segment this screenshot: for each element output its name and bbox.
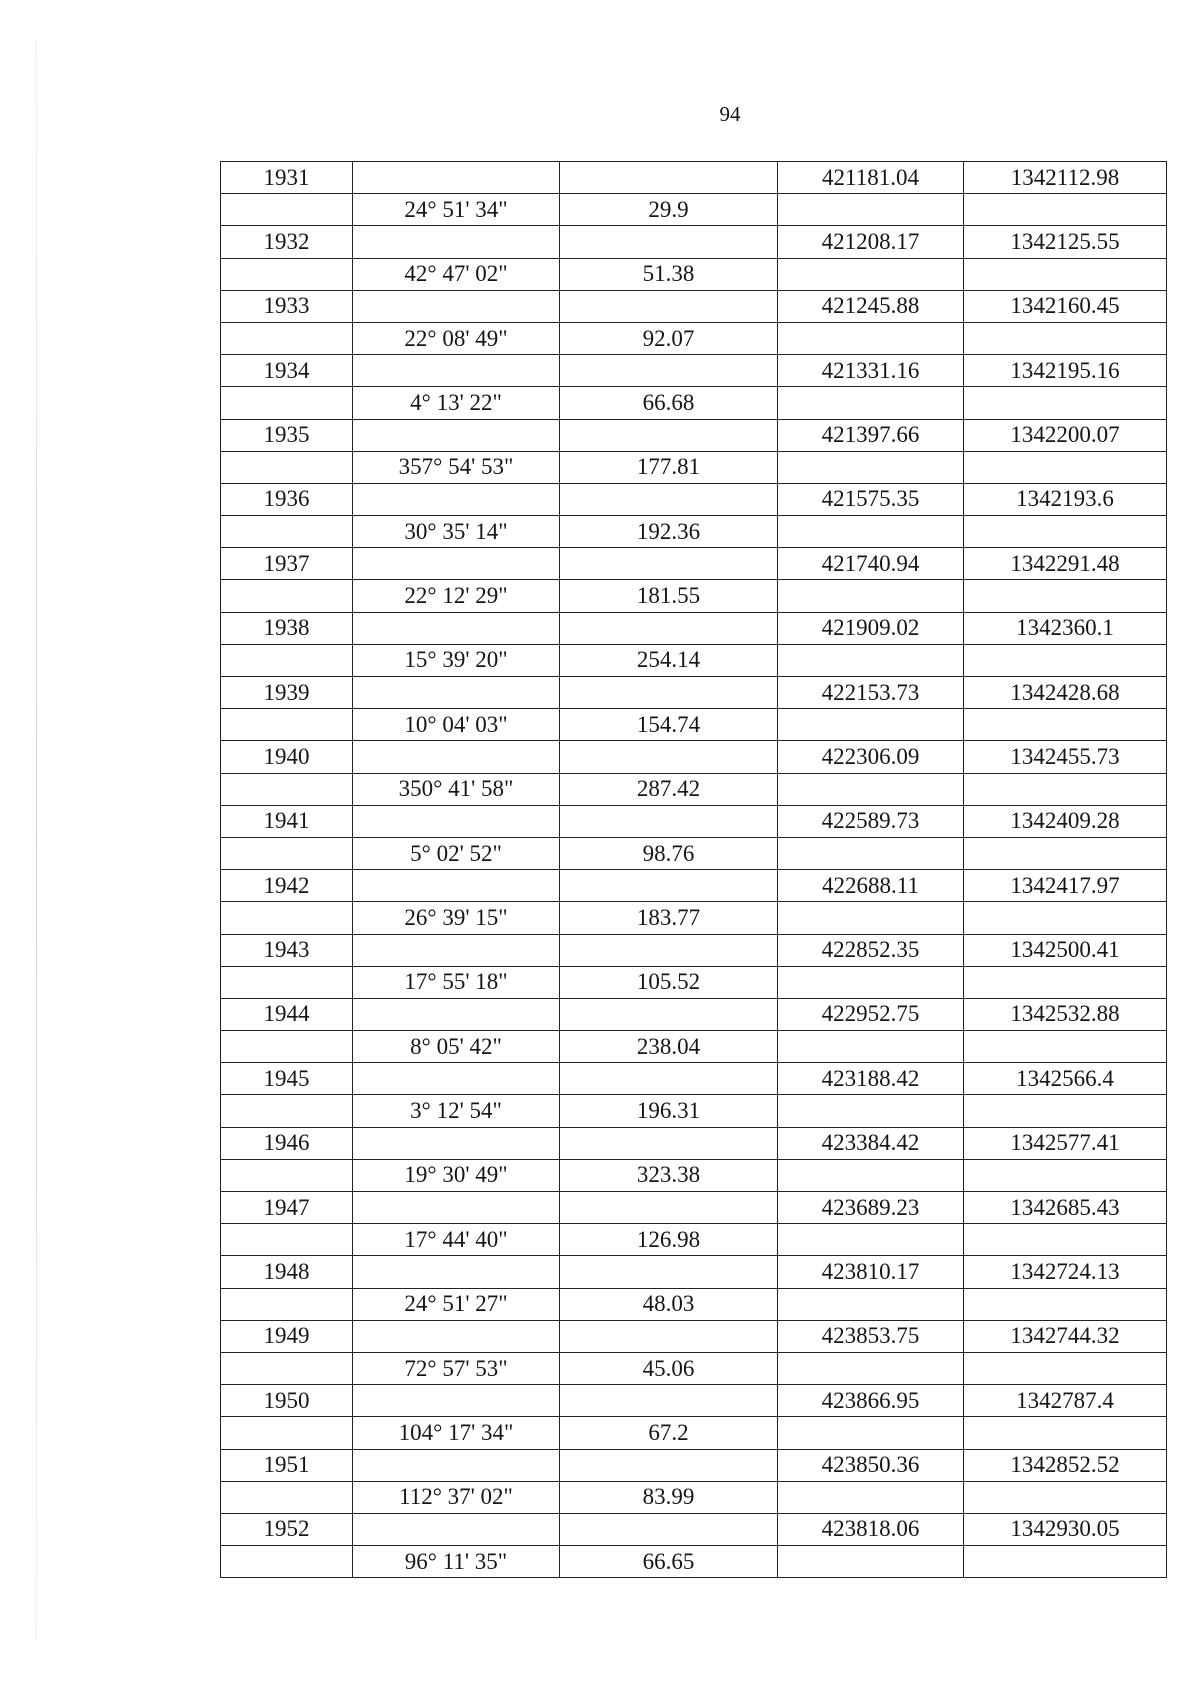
empty-cell bbox=[778, 902, 964, 934]
northing-cell: 423810.17 bbox=[778, 1256, 964, 1288]
bearing-cell: 10° 04' 03" bbox=[353, 709, 560, 741]
table-row-leg bbox=[221, 387, 1167, 419]
distance-cell: 51.38 bbox=[560, 258, 778, 290]
distance-cell: 67.2 bbox=[560, 1417, 778, 1449]
point-id-cell: 1941 bbox=[221, 805, 353, 837]
northing-cell: 422952.75 bbox=[778, 998, 964, 1030]
distance-cell: 66.65 bbox=[560, 1546, 778, 1578]
empty-cell bbox=[221, 709, 353, 741]
easting-cell: 1342417.97 bbox=[964, 870, 1167, 902]
empty-cell bbox=[560, 483, 778, 515]
table-row-point bbox=[221, 419, 1167, 451]
coordinate-table bbox=[220, 161, 1167, 1578]
point-id-cell: 1952 bbox=[221, 1513, 353, 1545]
point-id-cell: 1947 bbox=[221, 1192, 353, 1224]
empty-cell bbox=[221, 322, 353, 354]
empty-cell bbox=[221, 1417, 353, 1449]
empty-cell bbox=[221, 1031, 353, 1063]
empty-cell bbox=[964, 322, 1167, 354]
distance-cell: 192.36 bbox=[560, 516, 778, 548]
bearing-cell: 3° 12' 54" bbox=[353, 1095, 560, 1127]
empty-cell bbox=[778, 322, 964, 354]
empty-cell bbox=[221, 1224, 353, 1256]
table-body bbox=[221, 162, 1167, 1578]
northing-cell: 421397.66 bbox=[778, 419, 964, 451]
point-id-cell: 1934 bbox=[221, 355, 353, 387]
empty-cell bbox=[353, 419, 560, 451]
distance-cell: 183.77 bbox=[560, 902, 778, 934]
empty-cell bbox=[560, 1513, 778, 1545]
empty-cell bbox=[353, 1127, 560, 1159]
empty-cell bbox=[353, 290, 560, 322]
easting-cell: 1342200.07 bbox=[964, 419, 1167, 451]
point-id-cell: 1933 bbox=[221, 290, 353, 322]
empty-cell bbox=[353, 934, 560, 966]
point-id-cell: 1931 bbox=[221, 162, 353, 194]
empty-cell bbox=[221, 773, 353, 805]
empty-cell bbox=[353, 1192, 560, 1224]
table-row-leg bbox=[221, 258, 1167, 290]
empty-cell bbox=[353, 612, 560, 644]
empty-cell bbox=[964, 773, 1167, 805]
point-id-cell: 1936 bbox=[221, 483, 353, 515]
point-id-cell: 1948 bbox=[221, 1256, 353, 1288]
table-row-point bbox=[221, 1192, 1167, 1224]
easting-cell: 1342428.68 bbox=[964, 677, 1167, 709]
empty-cell bbox=[221, 902, 353, 934]
table-row-point bbox=[221, 355, 1167, 387]
point-id-cell: 1950 bbox=[221, 1385, 353, 1417]
empty-cell bbox=[778, 644, 964, 676]
table-row-leg bbox=[221, 966, 1167, 998]
table-row-leg bbox=[221, 1224, 1167, 1256]
easting-cell: 1342577.41 bbox=[964, 1127, 1167, 1159]
distance-cell: 154.74 bbox=[560, 709, 778, 741]
empty-cell bbox=[560, 677, 778, 709]
empty-cell bbox=[353, 162, 560, 194]
table-row-point bbox=[221, 290, 1167, 322]
empty-cell bbox=[353, 1385, 560, 1417]
empty-cell bbox=[964, 1417, 1167, 1449]
empty-cell bbox=[964, 387, 1167, 419]
empty-cell bbox=[778, 773, 964, 805]
empty-cell bbox=[560, 1127, 778, 1159]
empty-cell bbox=[778, 966, 964, 998]
empty-cell bbox=[221, 580, 353, 612]
empty-cell bbox=[560, 226, 778, 258]
table-row-point bbox=[221, 1513, 1167, 1545]
easting-cell: 1342685.43 bbox=[964, 1192, 1167, 1224]
empty-cell bbox=[221, 1095, 353, 1127]
bearing-cell: 30° 35' 14" bbox=[353, 516, 560, 548]
empty-cell bbox=[964, 1159, 1167, 1191]
table-row-leg bbox=[221, 1352, 1167, 1384]
page-number: 94 bbox=[719, 102, 741, 126]
bearing-cell: 4° 13' 22" bbox=[353, 387, 560, 419]
easting-cell: 1342787.4 bbox=[964, 1385, 1167, 1417]
bearing-cell: 22° 08' 49" bbox=[353, 322, 560, 354]
empty-cell bbox=[221, 1481, 353, 1513]
empty-cell bbox=[353, 548, 560, 580]
northing-cell: 421331.16 bbox=[778, 355, 964, 387]
empty-cell bbox=[353, 1449, 560, 1481]
easting-cell: 1342852.52 bbox=[964, 1449, 1167, 1481]
empty-cell bbox=[778, 1095, 964, 1127]
table-row-point bbox=[221, 998, 1167, 1030]
table-row-leg bbox=[221, 194, 1167, 226]
distance-cell: 181.55 bbox=[560, 580, 778, 612]
empty-cell bbox=[221, 1352, 353, 1384]
empty-cell bbox=[353, 1513, 560, 1545]
northing-cell: 423853.75 bbox=[778, 1320, 964, 1352]
bearing-cell: 112° 37' 02" bbox=[353, 1481, 560, 1513]
easting-cell: 1342193.6 bbox=[964, 483, 1167, 515]
empty-cell bbox=[560, 419, 778, 451]
empty-cell bbox=[964, 1224, 1167, 1256]
point-id-cell: 1938 bbox=[221, 612, 353, 644]
table-row-leg bbox=[221, 1546, 1167, 1578]
empty-cell bbox=[353, 1320, 560, 1352]
empty-cell bbox=[778, 387, 964, 419]
empty-cell bbox=[778, 1159, 964, 1191]
empty-cell bbox=[964, 902, 1167, 934]
northing-cell: 421245.88 bbox=[778, 290, 964, 322]
distance-cell: 98.76 bbox=[560, 837, 778, 869]
empty-cell bbox=[778, 1031, 964, 1063]
northing-cell: 423866.95 bbox=[778, 1385, 964, 1417]
empty-cell bbox=[560, 612, 778, 644]
table-row-leg bbox=[221, 1095, 1167, 1127]
table-row-leg bbox=[221, 1417, 1167, 1449]
table-row-point bbox=[221, 1320, 1167, 1352]
table-row-point bbox=[221, 483, 1167, 515]
empty-cell bbox=[221, 966, 353, 998]
northing-cell: 423850.36 bbox=[778, 1449, 964, 1481]
point-id-cell: 1951 bbox=[221, 1449, 353, 1481]
easting-cell: 1342500.41 bbox=[964, 934, 1167, 966]
easting-cell: 1342566.4 bbox=[964, 1063, 1167, 1095]
empty-cell bbox=[221, 194, 353, 226]
empty-cell bbox=[778, 451, 964, 483]
bearing-cell: 22° 12' 29" bbox=[353, 580, 560, 612]
easting-cell: 1342112.98 bbox=[964, 162, 1167, 194]
table-row-leg bbox=[221, 1031, 1167, 1063]
bearing-cell: 96° 11' 35" bbox=[353, 1546, 560, 1578]
empty-cell bbox=[778, 709, 964, 741]
northing-cell: 423188.42 bbox=[778, 1063, 964, 1095]
scan-edge-artifact bbox=[36, 40, 37, 1640]
empty-cell bbox=[964, 1095, 1167, 1127]
bearing-cell: 5° 02' 52" bbox=[353, 837, 560, 869]
table-row-leg bbox=[221, 902, 1167, 934]
easting-cell: 1342532.88 bbox=[964, 998, 1167, 1030]
empty-cell bbox=[964, 580, 1167, 612]
empty-cell bbox=[560, 162, 778, 194]
point-id-cell: 1937 bbox=[221, 548, 353, 580]
empty-cell bbox=[778, 1417, 964, 1449]
table-row-leg bbox=[221, 580, 1167, 612]
easting-cell: 1342125.55 bbox=[964, 226, 1167, 258]
empty-cell bbox=[221, 1159, 353, 1191]
empty-cell bbox=[560, 1063, 778, 1095]
distance-cell: 45.06 bbox=[560, 1352, 778, 1384]
table-row-point bbox=[221, 226, 1167, 258]
empty-cell bbox=[778, 1352, 964, 1384]
empty-cell bbox=[964, 451, 1167, 483]
empty-cell bbox=[560, 1385, 778, 1417]
empty-cell bbox=[221, 516, 353, 548]
empty-cell bbox=[560, 355, 778, 387]
empty-cell bbox=[353, 677, 560, 709]
empty-cell bbox=[964, 1481, 1167, 1513]
empty-cell bbox=[221, 837, 353, 869]
empty-cell bbox=[778, 1481, 964, 1513]
empty-cell bbox=[560, 998, 778, 1030]
empty-cell bbox=[560, 1320, 778, 1352]
bearing-cell: 19° 30' 49" bbox=[353, 1159, 560, 1191]
northing-cell: 421208.17 bbox=[778, 226, 964, 258]
empty-cell bbox=[221, 451, 353, 483]
distance-cell: 287.42 bbox=[560, 773, 778, 805]
bearing-cell: 42° 47' 02" bbox=[353, 258, 560, 290]
table-row-leg bbox=[221, 1159, 1167, 1191]
table-row-point bbox=[221, 870, 1167, 902]
empty-cell bbox=[353, 1256, 560, 1288]
distance-cell: 66.68 bbox=[560, 387, 778, 419]
table-row-leg bbox=[221, 1288, 1167, 1320]
empty-cell bbox=[964, 194, 1167, 226]
empty-cell bbox=[353, 483, 560, 515]
point-id-cell: 1946 bbox=[221, 1127, 353, 1159]
distance-cell: 254.14 bbox=[560, 644, 778, 676]
empty-cell bbox=[560, 805, 778, 837]
empty-cell bbox=[221, 644, 353, 676]
empty-cell bbox=[353, 355, 560, 387]
empty-cell bbox=[778, 1288, 964, 1320]
table-row-point bbox=[221, 677, 1167, 709]
northing-cell: 422589.73 bbox=[778, 805, 964, 837]
empty-cell bbox=[778, 194, 964, 226]
empty-cell bbox=[964, 258, 1167, 290]
empty-cell bbox=[778, 1546, 964, 1578]
northing-cell: 422688.11 bbox=[778, 870, 964, 902]
northing-cell: 422852.35 bbox=[778, 934, 964, 966]
empty-cell bbox=[778, 837, 964, 869]
northing-cell: 423818.06 bbox=[778, 1513, 964, 1545]
table-row-point bbox=[221, 1256, 1167, 1288]
bearing-cell: 17° 44' 40" bbox=[353, 1224, 560, 1256]
empty-cell bbox=[560, 548, 778, 580]
distance-cell: 48.03 bbox=[560, 1288, 778, 1320]
northing-cell: 421181.04 bbox=[778, 162, 964, 194]
table-row-leg bbox=[221, 709, 1167, 741]
table-row-point bbox=[221, 548, 1167, 580]
distance-cell: 177.81 bbox=[560, 451, 778, 483]
bearing-cell: 350° 41' 58" bbox=[353, 773, 560, 805]
table-row-point bbox=[221, 1385, 1167, 1417]
point-id-cell: 1949 bbox=[221, 1320, 353, 1352]
point-id-cell: 1939 bbox=[221, 677, 353, 709]
easting-cell: 1342455.73 bbox=[964, 741, 1167, 773]
point-id-cell: 1942 bbox=[221, 870, 353, 902]
distance-cell: 196.31 bbox=[560, 1095, 778, 1127]
bearing-cell: 8° 05' 42" bbox=[353, 1031, 560, 1063]
empty-cell bbox=[778, 516, 964, 548]
table-row-point bbox=[221, 612, 1167, 644]
table-row-point bbox=[221, 1063, 1167, 1095]
bearing-cell: 72° 57' 53" bbox=[353, 1352, 560, 1384]
empty-cell bbox=[560, 934, 778, 966]
point-id-cell: 1932 bbox=[221, 226, 353, 258]
bearing-cell: 26° 39' 15" bbox=[353, 902, 560, 934]
distance-cell: 105.52 bbox=[560, 966, 778, 998]
empty-cell bbox=[221, 387, 353, 419]
easting-cell: 1342291.48 bbox=[964, 548, 1167, 580]
empty-cell bbox=[964, 1546, 1167, 1578]
bearing-cell: 15° 39' 20" bbox=[353, 644, 560, 676]
empty-cell bbox=[964, 837, 1167, 869]
empty-cell bbox=[560, 870, 778, 902]
easting-cell: 1342930.05 bbox=[964, 1513, 1167, 1545]
table-row-point bbox=[221, 1449, 1167, 1481]
empty-cell bbox=[560, 1192, 778, 1224]
empty-cell bbox=[353, 805, 560, 837]
table-row-leg bbox=[221, 451, 1167, 483]
distance-cell: 126.98 bbox=[560, 1224, 778, 1256]
empty-cell bbox=[964, 966, 1167, 998]
empty-cell bbox=[964, 644, 1167, 676]
table-row-point bbox=[221, 741, 1167, 773]
bearing-cell: 104° 17' 34" bbox=[353, 1417, 560, 1449]
bearing-cell: 24° 51' 34" bbox=[353, 194, 560, 226]
empty-cell bbox=[778, 580, 964, 612]
bearing-cell: 357° 54' 53" bbox=[353, 451, 560, 483]
point-id-cell: 1935 bbox=[221, 419, 353, 451]
empty-cell bbox=[221, 1546, 353, 1578]
empty-cell bbox=[964, 1352, 1167, 1384]
empty-cell bbox=[353, 741, 560, 773]
point-id-cell: 1943 bbox=[221, 934, 353, 966]
table-row-point bbox=[221, 162, 1167, 194]
empty-cell bbox=[353, 226, 560, 258]
easting-cell: 1342724.13 bbox=[964, 1256, 1167, 1288]
northing-cell: 421575.35 bbox=[778, 483, 964, 515]
table-row-point bbox=[221, 934, 1167, 966]
bearing-cell: 17° 55' 18" bbox=[353, 966, 560, 998]
empty-cell bbox=[221, 1288, 353, 1320]
distance-cell: 238.04 bbox=[560, 1031, 778, 1063]
empty-cell bbox=[353, 870, 560, 902]
empty-cell bbox=[964, 709, 1167, 741]
empty-cell bbox=[560, 1449, 778, 1481]
distance-cell: 323.38 bbox=[560, 1159, 778, 1191]
point-id-cell: 1940 bbox=[221, 741, 353, 773]
table-row-leg bbox=[221, 322, 1167, 354]
empty-cell bbox=[964, 1031, 1167, 1063]
table-row-point bbox=[221, 805, 1167, 837]
table-row-leg bbox=[221, 773, 1167, 805]
point-id-cell: 1945 bbox=[221, 1063, 353, 1095]
table-row-leg bbox=[221, 1481, 1167, 1513]
northing-cell: 423384.42 bbox=[778, 1127, 964, 1159]
empty-cell bbox=[964, 1288, 1167, 1320]
bearing-cell: 24° 51' 27" bbox=[353, 1288, 560, 1320]
northing-cell: 422153.73 bbox=[778, 677, 964, 709]
table-row-leg bbox=[221, 644, 1167, 676]
table-row-leg bbox=[221, 516, 1167, 548]
empty-cell bbox=[560, 290, 778, 322]
easting-cell: 1342744.32 bbox=[964, 1320, 1167, 1352]
table-row-point bbox=[221, 1127, 1167, 1159]
distance-cell: 92.07 bbox=[560, 322, 778, 354]
table-row-leg bbox=[221, 837, 1167, 869]
empty-cell bbox=[560, 741, 778, 773]
distance-cell: 83.99 bbox=[560, 1481, 778, 1513]
easting-cell: 1342195.16 bbox=[964, 355, 1167, 387]
easting-cell: 1342409.28 bbox=[964, 805, 1167, 837]
northing-cell: 422306.09 bbox=[778, 741, 964, 773]
northing-cell: 421740.94 bbox=[778, 548, 964, 580]
distance-cell: 29.9 bbox=[560, 194, 778, 226]
empty-cell bbox=[964, 516, 1167, 548]
empty-cell bbox=[778, 1224, 964, 1256]
empty-cell bbox=[221, 258, 353, 290]
empty-cell bbox=[778, 258, 964, 290]
easting-cell: 1342160.45 bbox=[964, 290, 1167, 322]
empty-cell bbox=[560, 1256, 778, 1288]
easting-cell: 1342360.1 bbox=[964, 612, 1167, 644]
point-id-cell: 1944 bbox=[221, 998, 353, 1030]
empty-cell bbox=[353, 998, 560, 1030]
empty-cell bbox=[353, 1063, 560, 1095]
northing-cell: 423689.23 bbox=[778, 1192, 964, 1224]
northing-cell: 421909.02 bbox=[778, 612, 964, 644]
